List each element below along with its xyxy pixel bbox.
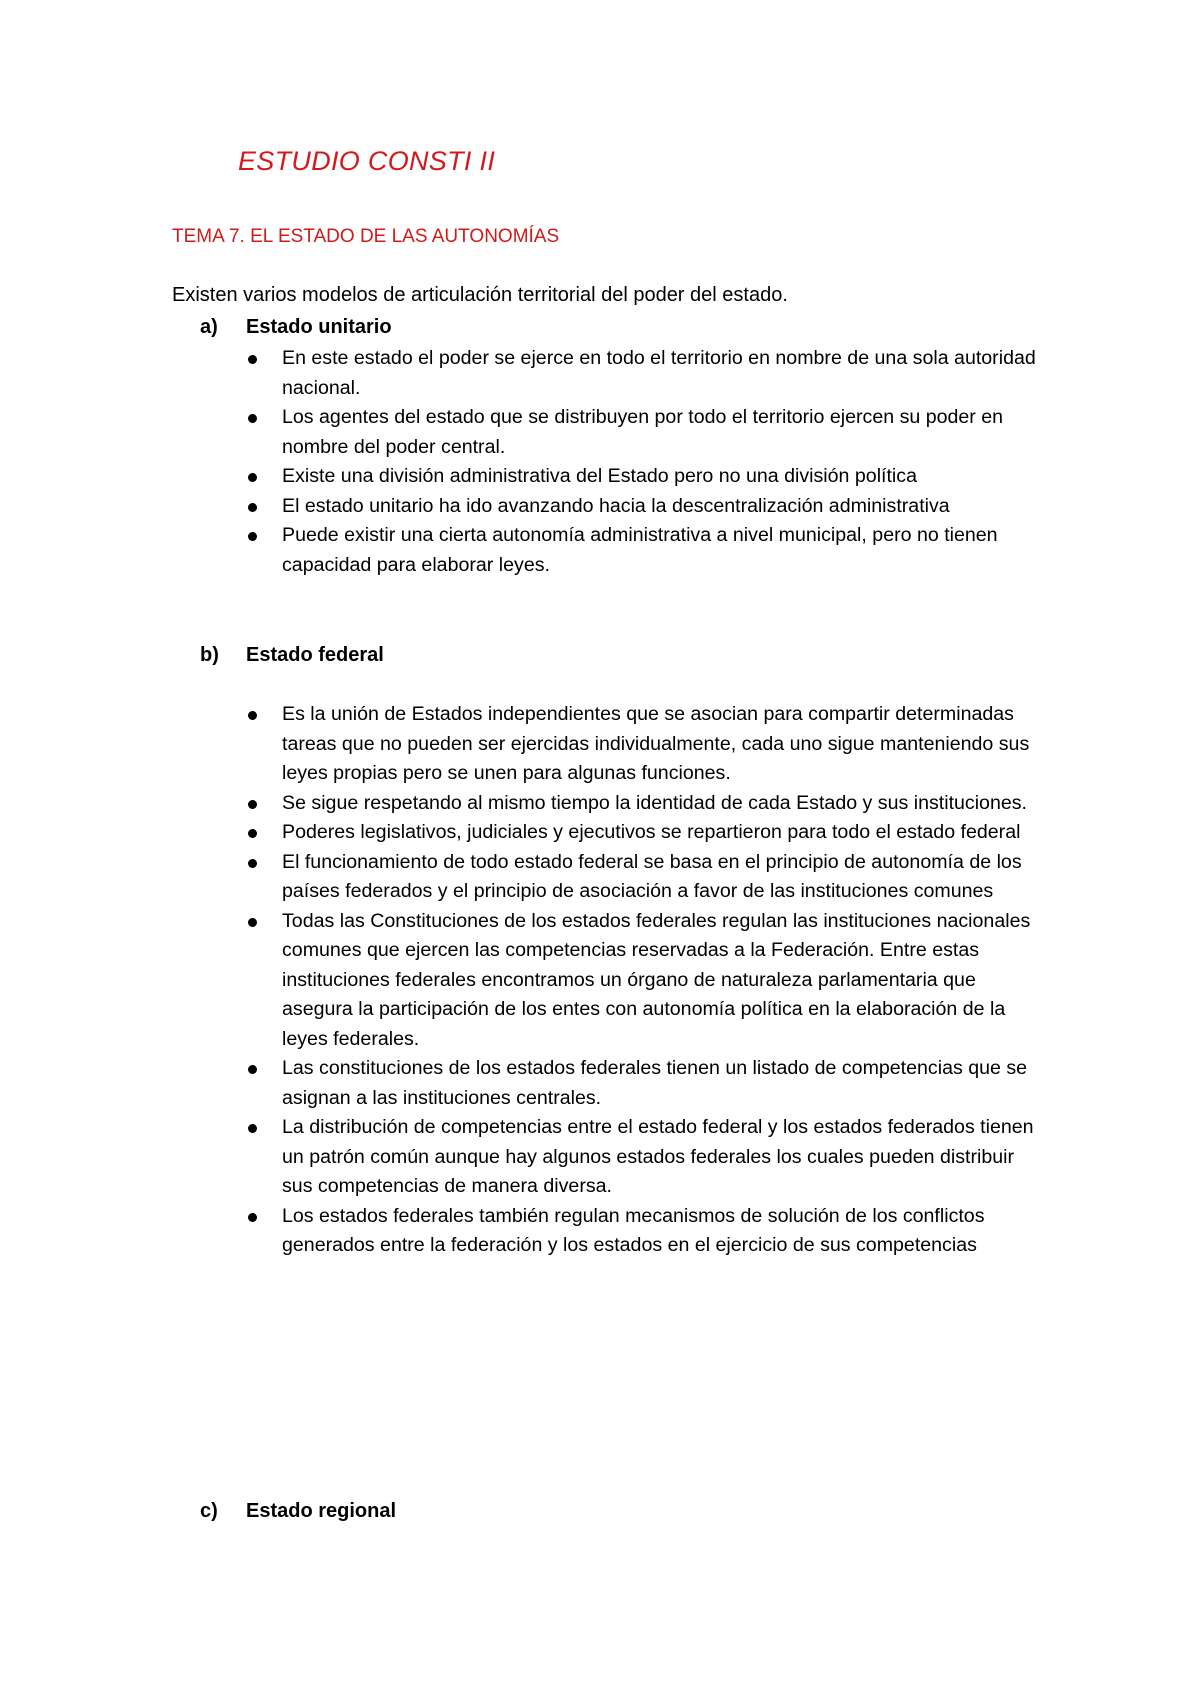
- bullet-icon: [248, 1065, 257, 1074]
- list-item: Se sigue respetando al mismo tiempo la identidad de cada Estado y sus instituciones.: [282, 789, 1042, 819]
- list-item: En este estado el poder se ejerce en todo el territorio en nombre de una sola autoridad nacional.: [282, 344, 1042, 403]
- section-marker: a): [200, 316, 218, 338]
- list-item: Poderes legislativos, judiciales y ejecutivos se repartieron para todo el estado federal: [282, 818, 1042, 848]
- list-item: Es la unión de Estados independientes que se asocian para compartir determinadas tareas que no pueden ser ejercidas individualmente, cada uno sigue manteniendo sus leyes propias pero se unen para algunas funciones.: [282, 700, 1042, 789]
- section-marker: b): [200, 644, 219, 666]
- bullet-icon: [248, 800, 257, 809]
- bullet-icon: [248, 355, 257, 364]
- bullet-icon: [248, 918, 257, 927]
- bullet-icon: [248, 503, 257, 512]
- list-item: Los estados federales también regulan mecanismos de solución de los conflictos generados entre la federación y los estados en el ejercicio de sus competencias: [282, 1202, 1042, 1261]
- section-marker: c): [200, 1500, 218, 1522]
- topic-heading: TEMA 7. EL ESTADO DE LAS AUTONOMÍAS: [172, 226, 560, 247]
- bullet-list-unitario: [282, 344, 1042, 580]
- bullet-icon: [248, 532, 257, 541]
- list-item: Los agentes del estado que se distribuyen por todo el territorio ejercen su poder en nombre del poder central.: [282, 403, 1042, 462]
- bullet-icon: [248, 414, 257, 423]
- list-item: Todas las Constituciones de los estados federales regulan las instituciones nacionales comunes que ejercen las competencias reservadas a la Federación. Entre estas instituciones federales encontramos un órgano de naturaleza parlamentaria que asegura la participación de los entes con autonomía política en la elaboración de la leyes federales.: [282, 907, 1042, 1055]
- section-title: Estado federal: [246, 644, 384, 666]
- list-item: El funcionamiento de todo estado federal se basa en el principio de autonomía de los países federados y el principio de asociación a favor de las instituciones comunes: [282, 848, 1042, 907]
- section-title: Estado regional: [246, 1500, 397, 1522]
- list-item: El estado unitario ha ido avanzando hacia la descentralización administrativa: [282, 492, 1042, 522]
- bullet-icon: [248, 1124, 257, 1133]
- section-heading-federal: [200, 644, 384, 667]
- bullet-icon: [248, 829, 257, 838]
- bullet-icon: [248, 1213, 257, 1222]
- bullet-list-federal: [282, 700, 1042, 1261]
- document-title: ESTUDIO CONSTI II: [238, 146, 496, 176]
- section-heading-regional: [200, 1500, 396, 1523]
- intro-paragraph: Existen varios modelos de articulación territorial del poder del estado.: [172, 284, 788, 306]
- bullet-icon: [248, 859, 257, 868]
- section-title: Estado unitario: [246, 316, 392, 338]
- list-item: Existe una división administrativa del Estado pero no una división política: [282, 462, 1042, 492]
- list-item: La distribución de competencias entre el estado federal y los estados federados tienen un patrón común aunque hay algunos estados federales los cuales pueden distribuir sus competencias de manera diversa.: [282, 1113, 1042, 1202]
- list-item: Las constituciones de los estados federales tienen un listado de competencias que se asignan a las instituciones centrales.: [282, 1054, 1042, 1113]
- bullet-icon: [248, 473, 257, 482]
- bullet-icon: [248, 711, 257, 720]
- list-item: Puede existir una cierta autonomía administrativa a nivel municipal, pero no tienen capacidad para elaborar leyes.: [282, 521, 1042, 580]
- section-heading-unitario: [200, 316, 392, 339]
